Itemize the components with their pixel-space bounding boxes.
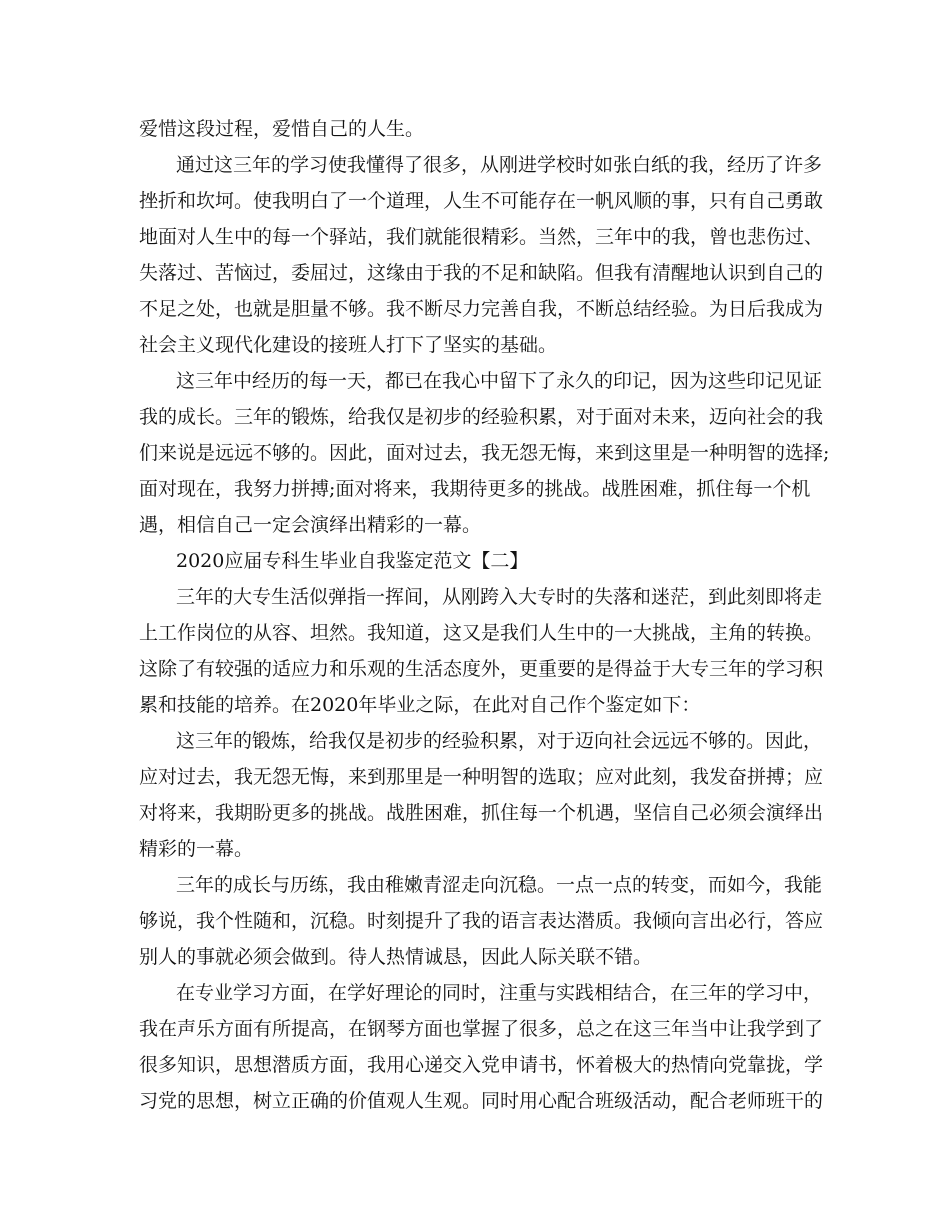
text-line: 失落过、苦恼过，委屈过，这缘由于我的不足和缺陷。但我有清醒地认识到自己的 xyxy=(139,262,824,284)
text-line: 我的成长。三年的锻炼，给我仅是初步的经验积累，对于面对未来，迈向社会的我 xyxy=(139,406,824,428)
text-line: 三年的大专生活似弹指一挥间，从刚跨入大专时的失落和迷茫，到此刻即将走 xyxy=(176,586,823,608)
text-line: 们来说是远远不够的。因此，面对过去，我无怨无悔，来到这里是一种明智的选择; xyxy=(139,442,830,464)
text-line: 三年的成长与历练，我由稚嫩青涩走向沉稳。一点一点的转变，而如今，我能 xyxy=(176,874,823,896)
text-line: 这除了有较强的适应力和乐观的生活态度外，更重要的是得益于大专三年的学习积 xyxy=(139,658,824,680)
text-line: 在专业学习方面，在学好理论的同时，注重与实践相结合，在三年的学习中， xyxy=(176,982,823,1004)
text-line: 面对现在，我努力拼搏;面对将来，我期待更多的挑战。战胜困难，抓住每一个机 xyxy=(139,478,811,500)
text-line: 应对过去，我无怨无悔，来到那里是一种明智的选取；应对此刻，我发奋拼搏；应 xyxy=(139,766,824,788)
text-line: 很多知识，思想潜质方面，我用心递交入党申请书，怀着极大的热情向党靠拢，学 xyxy=(139,1054,824,1076)
text-line: 不足之处，也就是胆量不够。我不断尽力完善自我，不断总结经验。为日后我成为 xyxy=(139,298,824,320)
text-line: 精彩的一幕。 xyxy=(139,838,254,860)
text-line: 对将来，我期盼更多的挑战。战胜困难，抓住每一个机遇，坚信自己必须会演绎出 xyxy=(139,802,824,824)
text-line: 爱惜这段过程，爱惜自己的人生。 xyxy=(139,118,425,140)
section-heading: 2020应届专科生毕业自我鉴定范文【二】 xyxy=(176,550,529,572)
text-line: 累和技能的培养。在2020年毕业之际，在此对自己作个鉴定如下： xyxy=(139,694,701,716)
text-line: 遇，相信自己一定会演绎出精彩的一幕。 xyxy=(139,514,482,536)
text-line: 通过这三年的学习使我懂得了很多，从刚进学校时如张白纸的我，经历了许多 xyxy=(176,154,823,176)
text-line: 这三年中经历的每一天，都已在我心中留下了永久的印记，因为这些印记见证 xyxy=(176,370,823,392)
text-line: 挫折和坎坷。使我明白了一个道理，人生不可能存在一帆风顺的事，只有自己勇敢 xyxy=(139,190,824,212)
text-line: 够说，我个性随和，沉稳。时刻提升了我的语言表达潜质。我倾向言出必行，答应 xyxy=(139,910,824,932)
text-line: 我在声乐方面有所提高，在钢琴方面也掌握了很多，总之在这三年当中让我学到了 xyxy=(139,1018,824,1040)
text-line: 习党的思想，树立正确的价值观人生观。同时用心配合班级活动，配合老师班干的 xyxy=(139,1090,824,1112)
text-line: 社会主义现代化建设的接班人打下了坚实的基础。 xyxy=(139,334,558,356)
text-line: 地面对人生中的每一个驿站，我们就能很精彩。当然，三年中的我，曾也悲伤过、 xyxy=(139,226,824,248)
text-line: 这三年的锻炼，给我仅是初步的经验积累，对于迈向社会远远不够的。因此， xyxy=(176,730,823,752)
text-line: 别人的事就必须会做到。待人热情诚恳，因此人际关联不错。 xyxy=(139,946,653,968)
text-line: 上工作岗位的从容、坦然。我知道，这又是我们人生中的一大挑战，主角的转换。 xyxy=(139,622,824,644)
